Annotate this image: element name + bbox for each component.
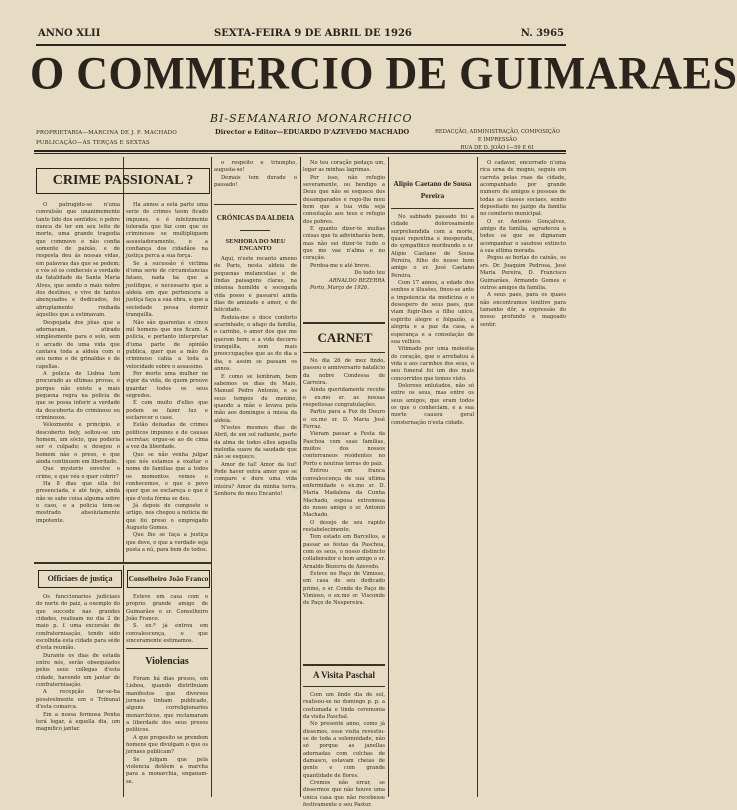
violencias-headline: Violencias — [145, 656, 189, 667]
paragraph: Não são quarentas e cinco mil homens que nos ficam. A policia, e portanto interpretar d'uma parte de opinião publica, quer que a mão do criminoso cahia a toda a velocidade sobre o assassino. — [126, 319, 208, 370]
ownership-info — [36, 128, 177, 148]
paragraph: Que mysterio envolve o crime, e que véu o quer cobrir? — [36, 466, 120, 480]
paragraph: Foram há dias presos, em Lisboa, quando distribuiam manifestos que diversos jornaes tinham publicado, alguns correligionarios monarchicos, que reclamaram a liberdade dos seus presos políticos. — [126, 676, 208, 734]
carnet-headline: CARNET — [317, 330, 373, 345]
paragraph: Pegou as borlas do caixão, os srs. Dr. Joaquim Pedrosa, José Maria Pereira, D. Francisco Guimarães, Armando Gomes e outros amigos da familia. — [480, 255, 566, 291]
section-divider — [303, 686, 385, 687]
column-rule — [123, 157, 124, 562]
crime-article-col2 — [126, 202, 208, 558]
paragraph: N'estes mesmos dias de Abril, de um sol radiante, parte da alma de todos elles aquella melodia suave da saudade que não se esquece. — [214, 424, 297, 461]
office-line-2: E IMPRESSÃO — [477, 137, 517, 143]
header-divider — [34, 150, 566, 152]
paragraph: O patrugido-se n'uma convulsão que unanimemente tanto lido dos sentidos; o pobre nunca de ter em seu leito de morte, uma grande tragedia que commove e não confia somente de paixão, e de resposta deu ás nossas vidas, em palavras das que se pedem; e vós só os conheceis a verdade da fatalidade da Santa Maria Alves, que sendo o mais nobre dos destinos, e vive de tantos abençoados e dedicados, foi abruptamente roubada áquelles que a estimavam. — [36, 202, 120, 319]
publication-line: PUBLICAÇÃO—ÁS TERÇAS E SEXTAS — [36, 140, 150, 146]
newspaper-title: O COMMERCIO DE GUIMARAES — [30, 47, 737, 100]
carta-article — [303, 160, 385, 300]
paragraph: É com muito d'elles que podem se fazer luz e esclarecer o caso. — [126, 400, 208, 421]
volume-number: ANNO XLII — [38, 28, 101, 39]
paragraph: Aqui, n'este recanto ameno de Paris, nesta aldeia de pequenas melancolias e de lindas paisagens claras, na intensa humilde e socegada vida posso e passarei ainda dias de amizade e amor, e de felicidade. — [214, 256, 297, 314]
paragraph: Estão deixadas de crimes politicos impunes e de causas secretas; ergue-se ao de cima a voz da liberdade. — [126, 422, 208, 451]
cronicas-lead — [214, 160, 297, 200]
issue-number: N. 3965 — [520, 28, 564, 39]
paragraph: Que se não venha julgar que nós estamos a exaltar o nome de familias que a todos os momentos vemos e conhecemos, e que o povo quer que se esclareça o que é que d'esta fórma se deu. — [126, 451, 208, 502]
paragraph: Rodeia-me o doce conforto acarinhado, o afago da familia, o carinho, o amor dos que me querem bem; e a vida decorre tranquilla, sem mais preoccupações que as do dia a dia, e assim se passam os annos. — [214, 314, 297, 373]
column-rule — [211, 157, 212, 797]
paragraph: A recepção far-se-ha possivelmente em o Tribunal d'esta comarca. — [36, 689, 120, 711]
officiaes-article — [36, 594, 120, 794]
section-divider — [240, 230, 270, 231]
paragraph: Amor de tal! Amor da luz! Pode haver outra amor que se compare e dure uma vida inteira? Amor da minha terra, Senhora do meu Encanto! — [214, 461, 297, 497]
letter-place-date: Porto, Março de 1926. — [310, 284, 369, 291]
director-line: Director e Editor—EDUARDO D'AZEVEDO MACHADO — [215, 128, 410, 136]
section-divider — [303, 352, 385, 353]
paragraph: Ha 8 dias que ella foi presenciada, e até hoje, ainda não se sabe coisa alguma sobre o caso, e a policia tem-se mostrado absolutamente impotente. — [36, 481, 120, 524]
paragraph: O sr. Antonio Gonçalves, amigo da familia, agradeceu a todos os que se dignaram acompanhar o saudoso extincto á sua ultima morada. — [480, 218, 566, 255]
carnet-article — [303, 358, 385, 636]
paragraph: No presente anno, como já dissemos, esse visita revestiu-se de toda a solemnidade, não só porque as janellas adornadas com colchas de damasco, estavam cheias de gente e com grande quantidade de flores. — [303, 721, 385, 779]
paragraph: Velozmente e principio, e descoberto bely, soltou-se um homem, um sócio, que poderia ser o culpado; e desejou o homem não o preso, e que ainda continuem em liberdade. — [36, 422, 120, 466]
paragraph: Com um lindo dia de sol, realisou-se no domingo p. p. a costumada e linda ceremonia da visita Paschal. — [303, 692, 385, 721]
cronicas-article — [214, 256, 297, 796]
conselheiro-headline: Conselheiro João Franco — [127, 570, 210, 588]
paragraph: Os funccionarios judiciaes do norte do paiz, a exemplo do que succede nas grandes cidades, realisam no dia 2 de maio p. f. uma excursão de confraternisação, tendo sido escolhida esta cidade para séde d'esta reunião. — [36, 594, 120, 652]
top-info-bar — [36, 26, 566, 46]
cronicas-subheadline: SENHORA DO MEU ENCANTO — [225, 238, 286, 252]
paragraph: Se julgam que pela violencia detêem a marcha para a monarchia, enganam-se. — [126, 756, 208, 785]
paragraph: Tem estado em Barcellos, a passar as festas da Paschoa, com os seus, o nosso distincto collaborador e bom amigo o sr. Arnaldo Bezerra de Azevedo. — [303, 534, 385, 570]
paragraph: Se a sucessão é victima d'uma serie de circumstancias fataes, nada ha que a justifique, e necessario que a aldeia em que pertencera a justiça faça a sua obra, e que a sociedade possa dormir tranquilla. — [126, 260, 208, 319]
visita-article — [303, 692, 385, 809]
section-divider — [126, 648, 208, 649]
officiaes-headline: Officiaes de justiça — [38, 570, 122, 588]
paragraph: S. ex.ª já entrou em convalescença, o que sinceramente estimamos. — [126, 623, 208, 645]
section-divider — [303, 322, 385, 324]
ownership-line: PROPRIETARIA—MARCINA DE J. F. MACHADO — [36, 130, 177, 136]
paragraph: o respeito e triumpho, augusta-se! — [214, 160, 297, 174]
paragraph: Entrou em franca convalescença de sua ultima enfermidade o ex.mo sr. D. Maria Madalena da Cunha Machado, esposa extremosa do nosso amigo o sr. Antonio Machado. — [303, 468, 385, 519]
paragraph: A que proposito se prendem homens que divulgam o que os jornaes publicam? — [126, 734, 208, 756]
paragraph: Perdoa-me e até breve. — [310, 262, 371, 269]
column-rule — [123, 565, 124, 797]
crime-headline: CRIME PASSIONAL ? — [36, 168, 210, 194]
signature-line: Do todo teu — [354, 270, 385, 277]
office-info — [435, 128, 560, 152]
column-rule — [300, 157, 301, 797]
paragraph: Demais tem durado o passado! — [214, 174, 297, 189]
paragraph: Partiu para a Foz do Douro o ex.mo sr. D. Maria José Ferraz. — [303, 409, 385, 431]
paragraph: Cremos não errar, se dissermos que não houve uma unica casa que não recebesse festivamente o seu Pastor. — [303, 780, 385, 809]
signature-name: ARNALDO BEZERRA — [329, 277, 385, 284]
paragraph: Durante os dias de estada entre nós, serão obsequiados pelos seus collegas d'esta cidade, havendo um jantar de confraternisação. — [36, 652, 120, 689]
paragraph: Despojada dos jóias que a adornavam, atirado simplesmente para o solo, sem o arcado de uma vida que cantava toda a aldeia com o seu nome e de grinaldas e de capellas. — [36, 319, 120, 370]
paragraph: Ainda queridamente recebe o ex.mo sr. as nossas respeitosas congratulações. — [303, 387, 385, 409]
visita-headline: A Visita Paschal — [312, 670, 375, 680]
crime-article-col1 — [36, 202, 120, 558]
office-line-1: REDACÇÃO, ADMINISTRAÇÃO, COMPOSIÇÃO — [435, 129, 560, 135]
issue-date: SEXTA-FEIRA 9 DE ABRIL DE 1926 — [214, 28, 412, 39]
paragraph: E quanto dizer-te muitas coisas que tu adivinharás bem, mas não sei dizer-te tudo o que me vae n'alma e no coração. — [303, 226, 385, 262]
paragraph: Doloroso enlutados, não só entre os seus, mas entre os seus amigos, que eram todos os que o conheciam, e a sua morte causou geral consternação n'esta cidade. — [391, 382, 474, 426]
paragraph: O desejo de seu rapido restabelecimento. — [303, 519, 385, 533]
section-divider — [214, 204, 297, 205]
paragraph: Esteve no Paço de Vimioso, em casa de seu dedicado primo, o sr. Conde do Paço de Vimioso, o ex.mo sr. Visconde de Paço de Nespereira. — [303, 570, 385, 607]
alipio-article-col1 — [391, 214, 474, 796]
paragraph: A policia de Lisboa tem procurado as ultimas provas, é porque não existe a mais pequena regra na policia de que se possa inferir a verdade da descoberta do criminoso ou criminosos. — [36, 370, 120, 421]
section-divider — [34, 562, 211, 564]
violencias-article — [126, 676, 208, 796]
paragraph: No sabbado passado foi a cidade dolorosamente surprehendida com a morte, quasi repentina e inesperada, do sympathico moribundo o sr. Alipio Caetano de Sousa Pereira, filho do nosso bom amigo o sr. José Caetano Pereira. — [391, 214, 474, 279]
paragraph: Por morte uma mulher ne vigor da vida, de quem prouve guardar todos os seus segredos. — [126, 370, 208, 399]
paragraph: Em a nossa formosa Penha terá logar, á equella dia, um magnifico jantar. — [36, 711, 120, 733]
header-divider-thin — [34, 153, 566, 154]
paragraph: O cadaver, encerrado n'uma rica urna de mogno, seguiu em carreta pelas ruas da cidade, acompanhado por grande numero de amigos e pessoas de todas as classes sociaes, sendo depositado no jazigo da familia no cemiterio municipal. — [480, 160, 566, 218]
paragraph: Que lhe se faça a justiça que deve, e que a verdade seja posta a nú, para bem de todos. — [126, 532, 208, 554]
newspaper-subtitle: BI-SEMANARIO MONARCHICO — [210, 112, 413, 125]
paragraph: Vitimado por uma molestia de coração, que o arrebatou á vida e aos carinhos dos seus, o seu funeral foi um dos mais concorridos que temos visto. — [391, 346, 474, 382]
section-divider — [303, 664, 385, 666]
paragraph: Com 17 annos, a edade dos sonhos e illusões, finou-se ante a impotencia da medicina e o desespero de seus paes, que viam fugir-lhes a filho unico, espirito alegre e folgazão, a alegria e a paz da casa, a esperança e a consolação de sua velhice. — [391, 280, 474, 345]
conselheiro-article — [126, 594, 208, 645]
paragraph: Já depois de composto o artigo, nos chegou a noticia de que foi preso o empregado Augusto Gomes. — [126, 503, 208, 532]
alipio-headline: Alipio Caetano de Sousa Pereira — [393, 179, 472, 200]
section-divider — [391, 208, 474, 209]
paragraph: E como se lembram, bem sabemos os dias de Maio, Manuel Pedro Antonio, e os seus tempos de menino, quando a mãe o levava pela mão aos domingos á missa da aldeia. — [214, 373, 297, 424]
paragraph: Por isso, não refugio severamente, ou bendigo a Deus que não se esquece dos desamparados e rogo-lhe meu bem que a tua vida seja consolação aos teus e refugio dos pobres. — [303, 174, 385, 225]
paragraph: Esteve em casa com o proprio grande amigo de Guimarães o sr. Conselheiro João Franco. — [126, 594, 208, 623]
paragraph: Vieram passar a Festa da Paschoa com suas familias, muitos dos nossos conterraneos residentes no Porto e noutras terras do paiz. — [303, 431, 385, 467]
cronicas-headline: CRÓNICAS DA ALDEIA — [216, 214, 295, 222]
paragraph: No dia 26 de mez findo, passou o anniversario natalicio da nobre Condessa de Carreira. — [303, 358, 385, 387]
paragraph: No teu coração pedaço um, logar as minhas lagrimas. — [303, 160, 385, 174]
paragraph: Ha annos a esta parte uma serie de crimes teem ficado impunes, e é infelizmente tolerada que faz com que os criminosos se multipliquem assustadoramente, e a confiança dos cidadãos na justiça perca a sua força. — [126, 202, 208, 260]
office-line-3: RUA DE D. JOÃO I—59 E 61 — [460, 145, 535, 151]
column-rule — [388, 157, 389, 797]
column-rule — [477, 157, 478, 797]
paragraph: A seus paes, para os quaes não encontramos lenitivo para tamanho dôr, a expressão do nosso profundo e magoado sentir. — [480, 292, 566, 328]
alipio-article-col2 — [480, 160, 566, 796]
